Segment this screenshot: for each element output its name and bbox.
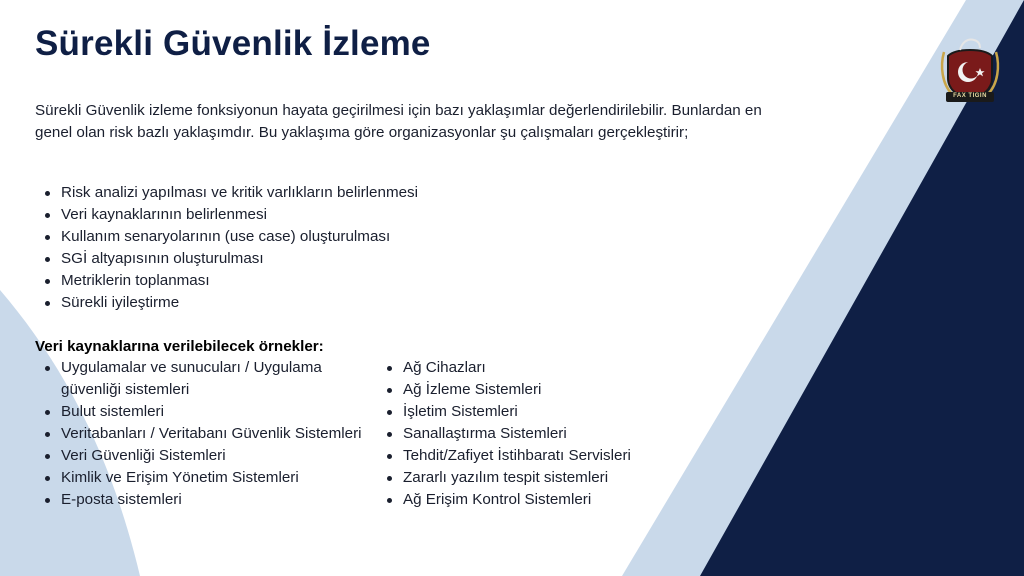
list-item: Kullanım senaryolarının (use case) oluşturulması (35, 226, 535, 248)
list-item: Kimlik ve Erişim Yönetim Sistemleri (35, 467, 365, 489)
intro-paragraph: Sürekli Güvenlik izleme fonksiyonun hayata geçirilmesi için bazı yaklaşımlar değerlendirilebilir. Bunlardan en genel olan risk bazlı yaklaşımdır. Bu yaklaşıma göre organizasyonlar şu çalışmaları gerçekleştirir; (35, 102, 762, 141)
list-item: Uygulamalar ve sunucuları / Uygulama güvenliği sistemleri (35, 357, 365, 401)
data-sources-list-left (35, 357, 365, 511)
list-item: Zararlı yazılım tespit sistemleri (377, 467, 697, 489)
list-item: Metriklerin toplanması (35, 270, 535, 292)
list-item: Veri kaynaklarının belirlenmesi (35, 204, 535, 226)
list-item: Veritabanları / Veritabanı Güvenlik Sistemleri (35, 423, 365, 445)
data-sources-list-right (377, 357, 697, 511)
list-item: Veri Güvenliği Sistemleri (35, 445, 365, 467)
list-item: Tehdit/Zafiyet İstihbaratı Servisleri (377, 445, 697, 467)
list-item: E-posta sistemleri (35, 489, 365, 511)
list-item: Ağ Erişim Kontrol Sistemleri (377, 489, 697, 511)
list-item: Sanallaştırma Sistemleri (377, 423, 697, 445)
list-item: SGİ altyapısının oluşturulması (35, 248, 535, 270)
list-item: İşletim Sistemleri (377, 401, 697, 423)
crest-caption: FAX TIGIN (953, 93, 987, 99)
data-sources-heading: Veri kaynaklarına verilebilecek örnekler: (35, 338, 324, 355)
approach-steps-list (35, 182, 535, 314)
list-item: Bulut sistemleri (35, 401, 365, 423)
list-item: Risk analizi yapılması ve kritik varlıkların belirlenmesi (35, 182, 535, 204)
list-item: Ağ Cihazları (377, 357, 697, 379)
list-item: Sürekli iyileştirme (35, 292, 535, 314)
page-title: Sürekli Güvenlik İzleme (35, 24, 431, 63)
list-item: Ağ İzleme Sistemleri (377, 379, 697, 401)
